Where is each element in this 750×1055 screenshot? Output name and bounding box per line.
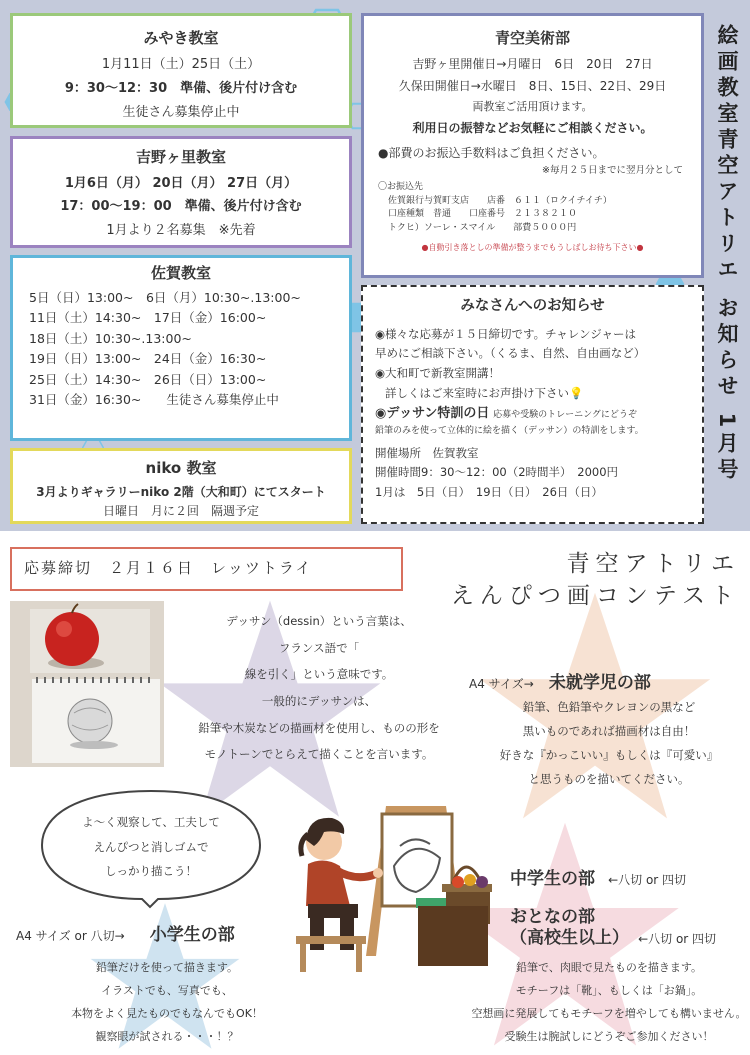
club-schedule-line: 両教室ご活用頂けます。 [472, 100, 593, 114]
adult-line: 受験生は腕試しにどうぞご参加ください！ [504, 1030, 714, 1044]
deadline-banner: 応募締切 ２月１６日 レッツトライ [10, 547, 403, 591]
dessin-training-desc: 鉛筆のみを使って立体的に絵を描く（デッサン）の特訓をします。 [375, 426, 644, 437]
saga-line: 19日（日）13:00~ 24日（金）16:30~ [29, 351, 267, 367]
bubble-line: えんぴつと消しゴムで [93, 839, 209, 854]
club-schedule-line: 吉野ヶ里開催日→月曜日 6日 20日 27日 [412, 56, 653, 71]
preschool-line: 鉛筆、色鉛筆やクレヨンの黒など [522, 700, 696, 714]
saga-title: 佐賀教室 [150, 264, 211, 282]
contest-title-line: えんぴつ画コンテスト [450, 583, 740, 610]
adult-line: 空想画に発展してもモチーフを増やしても構いません。 [471, 1007, 747, 1021]
niko-line: 3月よりギャラリーniko 2階（大和町）にてスタート [36, 484, 326, 499]
elementary-category-header [16, 920, 235, 945]
contest-title [420, 548, 740, 612]
club-schedule-line: 久保田開催日→水曜日 8日、15日、22日、29日 [398, 78, 667, 93]
preschool-line: 黒いものであれば描画材は自由！ [522, 724, 696, 739]
contest-title-line: 青空アトリエ [566, 551, 740, 577]
bubble-line: しっかり描こう！ [105, 864, 197, 879]
dessin-desc-line: デッサン（dessin）という言葉は、 [226, 614, 412, 628]
preschool-line: 好きな『かっこいい』もしくは『可愛い』 [499, 748, 719, 763]
newsletter-vertical-title: 絵画教室青空アトリエ お知らせ 1月号 [715, 24, 739, 485]
adult-description [470, 956, 748, 1048]
preschool-size: A4 サイズ→ [469, 677, 534, 691]
dessin-training-sub: 応募や受験のトレーニングにどうぞ [493, 410, 637, 421]
aozora-club-title: 青空美術部 [494, 29, 570, 47]
auto-debit-note: ●自動引き落としの準備が整うまでもうしばしお待ち下さい● [421, 243, 644, 253]
adult-line: 鉛筆で、肉眼で見たものを描きます。 [516, 961, 702, 974]
adult-title: おとなの部 [510, 907, 595, 927]
training-dates: 1月は 5日（日） 19日（日） 26日（日） [375, 484, 603, 499]
dessin-photo [10, 601, 164, 767]
miyaki-line: 生徒さん募集停止中 [122, 104, 240, 120]
painter-illustration [296, 806, 492, 974]
yoshinogari-classroom-box [10, 136, 352, 248]
saga-line: 25日（土）14:30~ 26日（日）13:00~ [29, 371, 267, 387]
elementary-line: 本物をよく見たものでもなんでもOK！ [71, 1007, 263, 1021]
elementary-size: A4 サイズ or 八切→ [16, 929, 125, 943]
preschool-line: と思うものを描いてください。 [528, 772, 690, 787]
notice-item: 早めにご相談下さい。（くるま、自然、自由画など） [375, 346, 646, 361]
dessin-desc-line: フランス語で「 [278, 640, 360, 655]
aozora-art-club-box [361, 13, 704, 278]
middle-school-title: 中学生の部 [510, 869, 595, 889]
elementary-line: イラストでも、写真でも、 [101, 984, 233, 998]
yoshinogari-title: 吉野ヶ里教室 [135, 148, 226, 166]
saga-line: 11日（土）14:30~ 17日（金）16:00~ [29, 310, 267, 326]
elementary-description [22, 956, 312, 1048]
elementary-line: 観察眼が試される・・・！？ [95, 1030, 239, 1044]
notice-box [361, 285, 704, 524]
elementary-line: 鉛筆だけを使って描きます。 [95, 961, 239, 974]
club-schedule-line: 利用日の振替などお気軽にご相談ください。 [412, 121, 653, 136]
miyaki-title: みやき教室 [143, 29, 219, 47]
training-venue: 開催場所 佐賀教室 [375, 445, 479, 460]
yoshinogari-line: 1月より２名募集 ※先着 [106, 222, 256, 238]
fee-note: ●部費のお振込手数料はご負担ください。 [378, 145, 605, 160]
adult-subtitle-header [510, 923, 716, 948]
adult-size: ←八切 or 四切 [638, 932, 717, 946]
middle-school-size: ←八切 or 四切 [608, 873, 687, 887]
bubble-line: よ～く观察して、工夫して [82, 815, 220, 829]
preschool-description [470, 695, 748, 792]
notice-item: ◉大和町で新教室開講！ [375, 366, 501, 381]
saga-line: 18日（土）10:30~.13:00~ [29, 330, 192, 346]
miyaki-line: 1月11日（土）25日（土） [101, 56, 261, 72]
adult-line: モチーフは「靴」、もしくは「お鍋」。 [515, 984, 703, 998]
dessin-desc-line: 線を引く」という意味です。 [244, 667, 394, 682]
preschool-category-header [469, 668, 651, 693]
yoshinogari-line: 17：00～19：00 準備、後片付け含む [60, 199, 302, 215]
dessin-desc-line: モノトーンでとらえて描くことを言います。 [204, 747, 434, 762]
saga-classroom-box [10, 255, 352, 441]
bank-line: トクヒ）ソーレ・スマイル 部費５０００円 [388, 222, 577, 233]
dessin-training-line [375, 403, 702, 425]
miyaki-line: 9：30～12：30 準備、後片付け含む [64, 80, 298, 96]
notice-item: 詳しくはご来室時にお声掛け下さい💡 [385, 385, 584, 400]
saga-line: 31日（金）16:30~ 生徒さん募集停止中 [29, 392, 279, 408]
preschool-title: 未就学児の部 [548, 673, 651, 693]
niko-line: 日曜日 月に２回 隔週予定 [102, 503, 259, 518]
dessin-desc-line: 鉛筆や木炭などの描画材を使用し、ものの形を [198, 720, 440, 735]
adult-subtitle: （高校生以上） [510, 928, 629, 948]
bank-line: 口座種類 普通 口座番号 ２１３８２１０ [388, 209, 578, 220]
bank-line: 佐賀銀行与賀町支店 店番 ６１１（ロクイチイチ） [388, 195, 612, 206]
yoshinogari-line: 1月6日（月） 20日（月） 27日（月） [64, 175, 298, 191]
bank-title: 〇お振込先 [378, 182, 424, 193]
fee-note-sub: ※毎月２５日までに翌月分として [542, 164, 683, 176]
miyaki-classroom-box [10, 13, 352, 128]
notice-title: みなさんへのお知らせ [460, 298, 605, 314]
speech-bubble-text [54, 810, 248, 884]
saga-line: 5日（日）13:00~ 6日（月）10:30~.13:00~ [29, 289, 301, 305]
dessin-desc-line: 一般的にデッサンは、 [261, 694, 377, 709]
training-time: 開催時間9：30～12：00（2時間半） 2000円 [375, 465, 619, 480]
dessin-description [170, 608, 468, 768]
dessin-training-head: ◉デッサン特訓の日 [375, 406, 490, 422]
niko-title: niko 教室 [145, 459, 217, 477]
middle-school-category-header [510, 864, 686, 889]
notice-item: ◉様々な応募が１５日締切です。チャレンジャーは [375, 326, 636, 341]
niko-classroom-box [10, 448, 352, 524]
elementary-title: 小学生の部 [149, 925, 235, 945]
